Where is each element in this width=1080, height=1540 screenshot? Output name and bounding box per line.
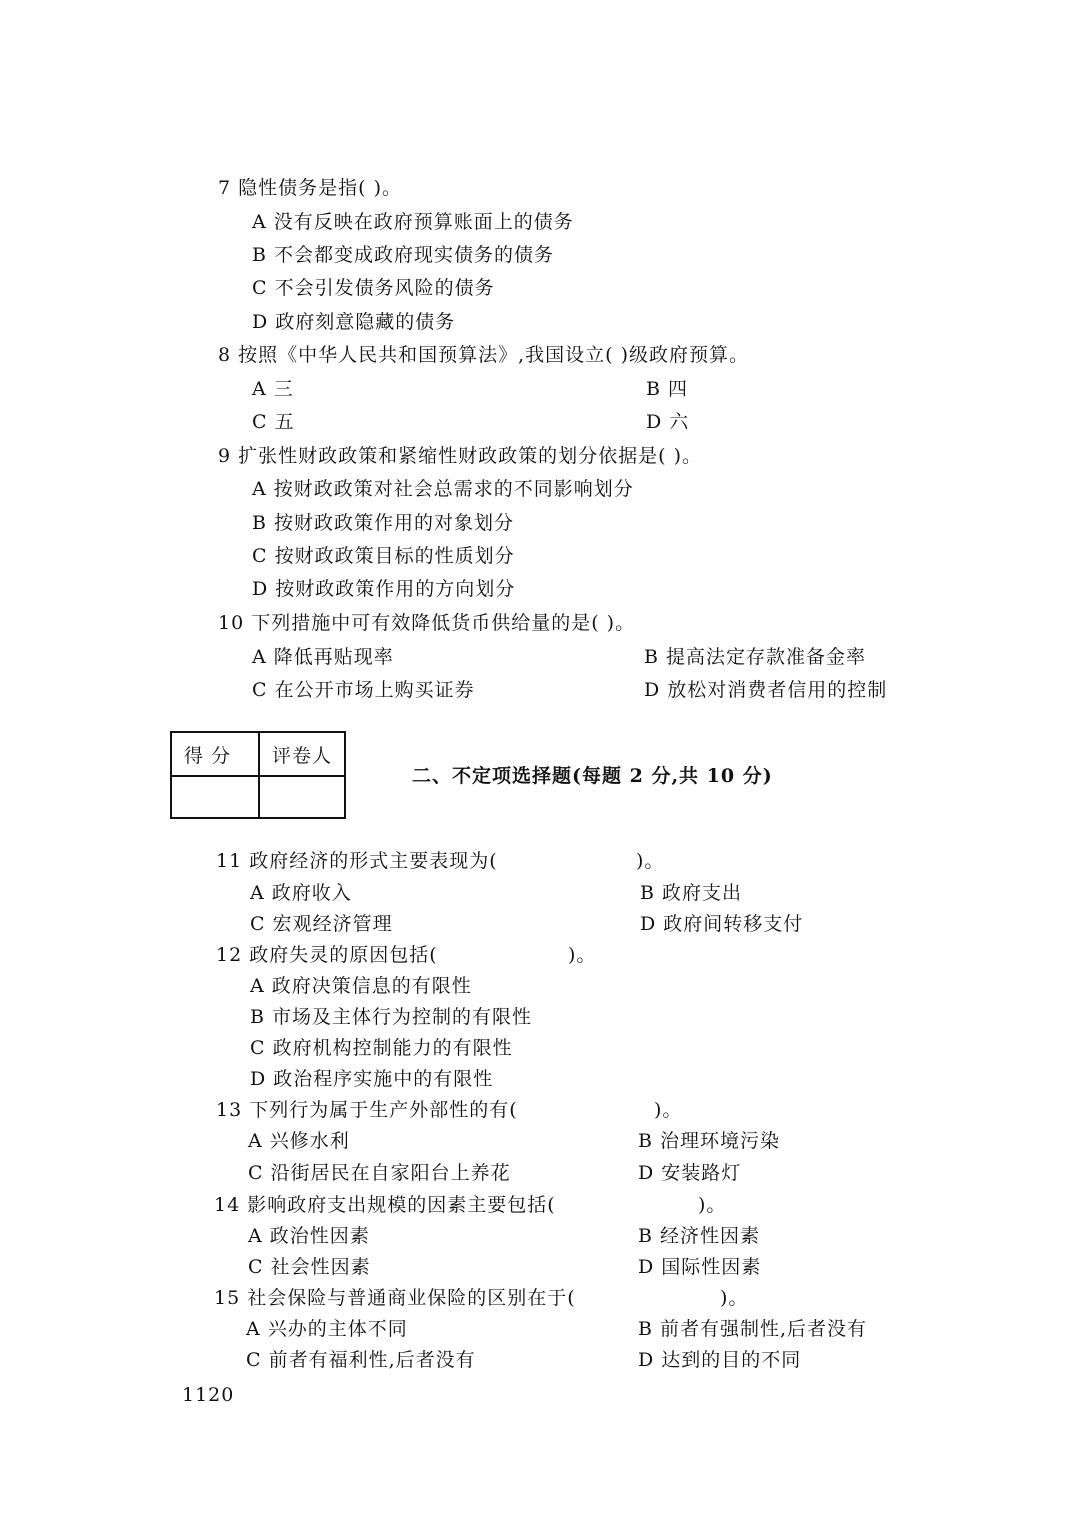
q11-option-c: C 宏观经济管理 [250,913,393,935]
q7-option-a: A 没有反映在政府预算账面上的债务 [252,211,574,233]
q14-option-d: D 国际性因素 [638,1256,762,1278]
q8-option-c: C 五 [252,411,295,433]
score-box-divider-vertical [258,733,260,817]
q7-stem: 7 隐性债务是指( )。 [218,177,402,199]
q15-option-b: B 前者有强制性,后者没有 [638,1318,868,1340]
q15-stem: 15 社会保险与普通商业保险的区别在于( [214,1287,576,1309]
q13-option-a: A 兴修水利 [248,1130,350,1152]
q10-option-d: D 放松对消费者信用的控制 [644,679,888,701]
q12-option-a: A 政府决策信息的有限性 [250,975,472,997]
q14-option-b: B 经济性因素 [638,1225,761,1247]
q10-stem: 10 下列措施中可有效降低货币供给量的是( )。 [218,612,636,634]
q11-stem: 11 政府经济的形式主要表现为( [216,850,498,872]
q11-option-a: A 政府收入 [250,882,352,904]
q9-option-b: B 按财政政策作用的对象划分 [252,512,515,534]
q15-option-a: A 兴办的主体不同 [246,1318,408,1340]
q14-option-c: C 社会性因素 [248,1256,371,1278]
q12-option-b: B 市场及主体行为控制的有限性 [250,1006,533,1028]
q10-option-a: A 降低再贴现率 [252,646,394,668]
score-label: 得 分 [184,745,232,767]
q9-stem: 9 扩张性财政政策和紧缩性财政政策的划分依据是( )。 [218,445,702,467]
q15-option-d: D 达到的目的不同 [638,1349,802,1371]
q8-option-b: B 四 [646,378,689,400]
q12-option-d: D 政治程序实施中的有限性 [250,1068,494,1090]
q12-stem-end: )。 [568,944,597,966]
q15-option-c: C 前者有福利性,后者没有 [246,1349,476,1371]
section-title: 二、不定项选择题(每题 2 分,共 10 分) [412,765,773,787]
q9-option-a: A 按财政政策对社会总需求的不同影响划分 [252,478,634,500]
q8-option-a: A 三 [252,378,294,400]
q12-stem: 12 政府失灵的原因包括( [216,944,438,966]
q14-stem-end: )。 [698,1194,727,1216]
q15-stem-end: )。 [720,1287,749,1309]
q10-option-b: B 提高法定存款准备金率 [644,646,867,668]
q7-option-b: B 不会都变成政府现实债务的债务 [252,244,555,266]
q12-option-c: C 政府机构控制能力的有限性 [250,1037,513,1059]
score-box [170,731,346,819]
q13-stem-end: )。 [654,1099,683,1121]
q9-option-d: D 按财政政策作用的方向划分 [252,578,516,600]
q14-stem: 14 影响政府支出规模的因素主要包括( [214,1194,556,1216]
q11-option-d: D 政府间转移支付 [640,913,804,935]
q10-option-c: C 在公开市场上购买证券 [252,679,475,701]
q11-option-b: B 政府支出 [640,882,743,904]
page-number: 1120 [182,1384,235,1406]
q14-option-a: A 政治性因素 [248,1225,370,1247]
q13-stem: 13 下列行为属于生产外部性的有( [216,1099,518,1121]
q7-option-c: C 不会引发债务风险的债务 [252,277,495,299]
q13-option-b: B 治理环境污染 [638,1130,781,1152]
q9-option-c: C 按财政政策目标的性质划分 [252,545,515,567]
q13-option-c: C 沿街居民在自家阳台上养花 [248,1162,511,1184]
grader-label: 评卷人 [272,745,333,767]
q7-option-d: D 政府刻意隐藏的债务 [252,311,456,333]
q11-stem-end: )。 [636,850,665,872]
q8-option-d: D 六 [646,411,690,433]
q13-option-d: D 安装路灯 [638,1162,742,1184]
q8-stem: 8 按照《中华人民共和国预算法》,我国设立( )级政府预算。 [218,344,750,366]
